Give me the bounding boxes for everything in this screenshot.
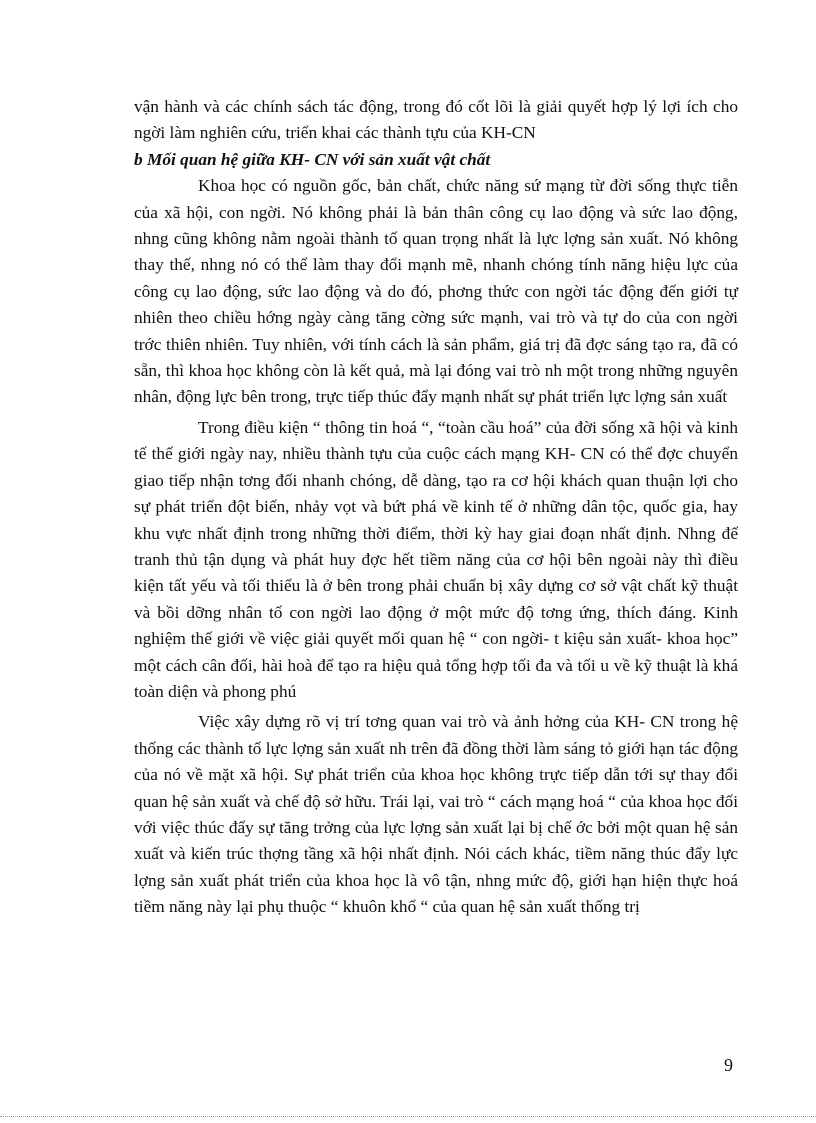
page-body	[134, 94, 738, 921]
section-heading-b: b Mối quan hệ giữa KH- CN với sản xuất vật chất	[134, 149, 491, 169]
bottom-divider	[0, 1116, 816, 1117]
paragraph-social-limits: Việc xây dựng rõ vị trí tơng quan vai trò và ảnh hởng của KH- CN trong hệ thống các thành tố lực lợng sản xuất nh trên đã đồng thời làm sáng tỏ giới hạn tác động của nó về mặt xã hội. Sự phát triển của khoa học không trực tiếp dẫn tới sự thay đổi quan hệ sản xuất và chế độ sở hữu. Trái lại, vai trò “ cách mạng hoá “ của khoa học đối với việc thúc đẩy sự tăng trởng của lực lợng sản xuất lại bị chế ớc bởi một quan hệ sản xuất và kiến trúc thợng tầng xã hội nhất định. Nói cách khác, tiềm năng thúc đẩy lực lợng sản xuất phát triển của khoa học là vô tận, nhng mức độ, giới hạn hiện thực hoá tiềm năng này lại phụ thuộc “ khuôn khổ “ của quan hệ sản xuất thống trị	[134, 712, 738, 917]
paragraph-science-origin: Khoa học có nguồn gốc, bản chất, chức năng sứ mạng từ đời sống thực tiễn của xã hội, con ngời. Nó không phải là bản thân công cụ lao động và sức lao động, nhng cũng không nằm ngoài thành tố quan trọng nhất là lực lợng sản xuất. Nó không thay thế, nhng nó có thể làm thay đổi mạnh mẽ, nhanh chóng tính năng hiệu lực của công cụ lao động, sức lao động và do đó, phơng thức con ngời tác động đến giới tự nhiên theo chiều hớng ngày càng tăng cờng sức mạnh, vai trò và tự do của con ngời trớc thiên nhiên. Tuy nhiên, với tính cách là sản phẩm, giá trị đã đợc sáng tạo ra, đã có sẵn, thì khoa học không còn là kết quả, mà lại đóng vai trò nh một trong những nguyên nhân, động lực bên trong, trực tiếp thúc đẩy mạnh nhất sự phát triển lực lợng sản xuất	[134, 176, 738, 407]
paragraph-globalization: Trong điều kiện “ thông tin hoá “, “toàn cầu hoá” của đời sống xã hội và kinh tế thế giới ngày nay, nhiều thành tựu của cuộc cách mạng KH- CN có thể đợc chuyển giao tiếp nhận tơng đối nhanh chóng, dễ dàng, tạo ra cơ hội khách quan thuận lợi cho sự phát triển đột biến, nhảy vọt và bứt phá về kinh tế ở những dân tộc, quốc gia, hay khu vực nhất định trong những thời điểm, thời kỳ hay giai đoạn nhất định. Nhng để tranh thủ tận dụng và phát huy đợc hết tiềm năng của cơ hội bên ngoài này thì điều kiện tất yếu và tối thiểu là ở bên trong phải chuẩn bị xây dựng cơ sở vật chất kỹ thuật và bồi dỡng nhân tố con ngời lao động ở một mức độ tơng ứng, thích đáng. Kinh nghiệm thế giới về việc giải quyết mối quan hệ “ con ngời- t kiệu sản xuất- khoa học” một cách cân đối, hài hoà để tạo ra hiệu quả tổng hợp tối đa và tối u về kỹ thuật là khá toàn diện và phong phú	[134, 417, 738, 701]
paragraph-continuation: vận hành và các chính sách tác động, trong đó cốt lõi là giải quyết hợp lý lợi ích cho ngời làm nghiên cứu, triển khai các thành tựu của KH-CN	[134, 97, 738, 143]
page-number: 9	[724, 1055, 733, 1075]
